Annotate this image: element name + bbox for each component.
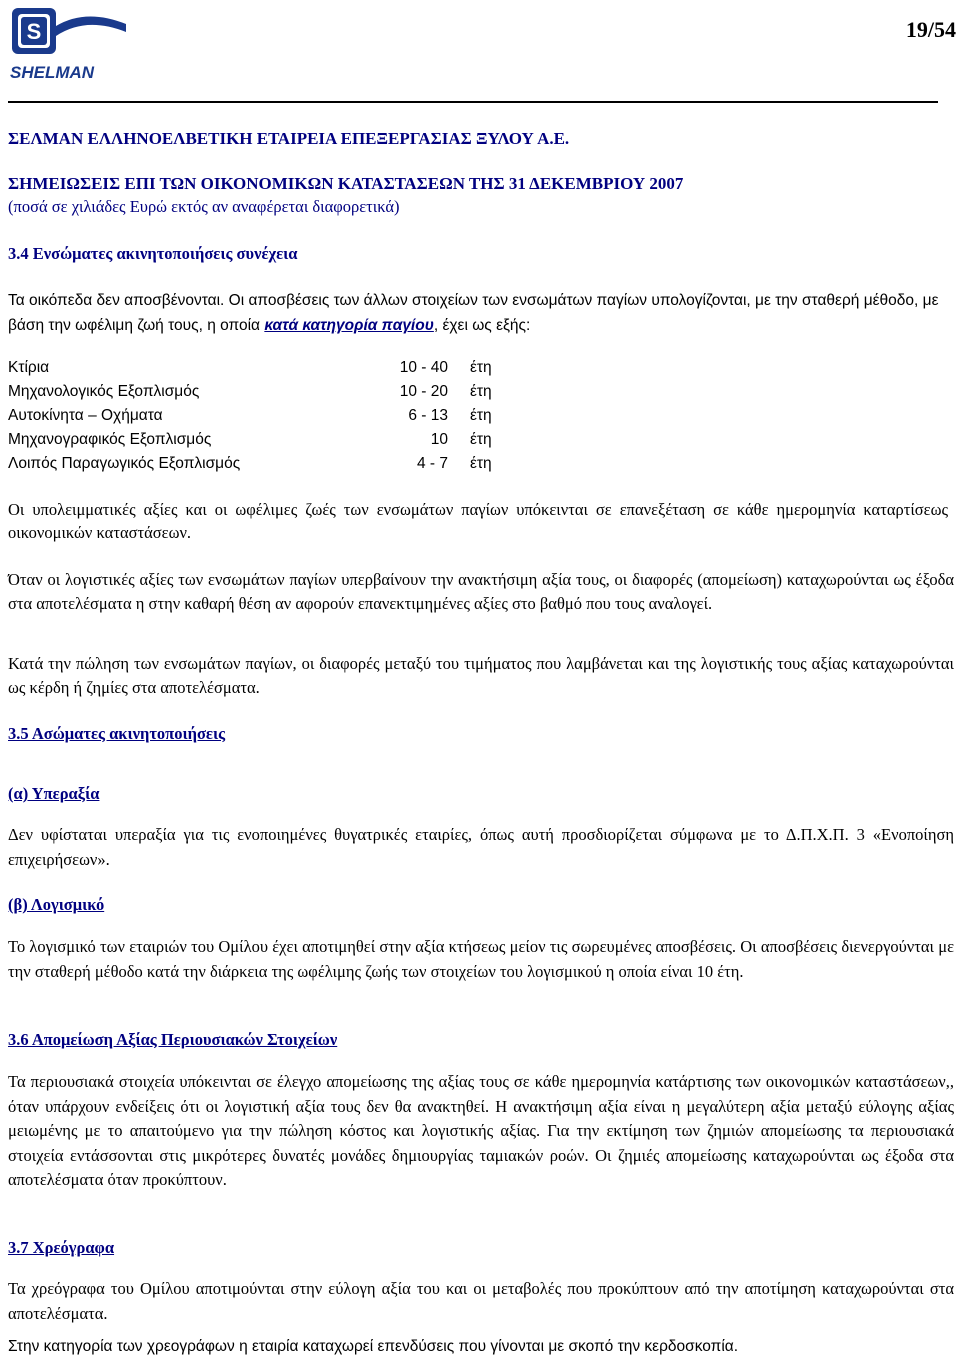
company-name: ΣΕΛΜΑΝ ΕΛΛΗΝΟΕΛΒΕΤΙΚΗ ΕΤΑΙΡΕΙΑ ΕΠΕΞΕΡΓΑΣΙΑΣ ΞΥΛΟΥ Α.Ε. [8, 129, 570, 148]
useful-life-unit: έτη [470, 455, 492, 472]
useful-life-row [8, 428, 508, 452]
asset-category: Μηχανολογικός Εξοπλισμός [8, 383, 200, 400]
impairment-paragraph: Όταν οι λογιστικές αξίες των ενσωμάτων παγίων υπερβαίνουν την ανακτήσιμη αξία τους, οι διαφορές (απομείωση) καταχωρούνται ως έξοδα στα αποτελέσματα η στην καθαρή θέση αν αφορούν επανεκτιμημένες αξίες στο βαθμό που τους αναλογεί. [8, 570, 954, 613]
useful-life-row [8, 452, 508, 476]
asset-category: Αυτοκίνητα – Οχήματα [8, 407, 163, 424]
useful-life-unit: έτη [470, 359, 492, 376]
useful-life-row [8, 380, 508, 404]
intro-text-2: , έχει ως εξής: [433, 317, 531, 334]
software-heading-text: (β) Λογισμικό [8, 895, 105, 914]
sale-paragraph: Κατά την πώληση των ενσωμάτων παγίων, οι διαφορές μεταξύ του τιμήματος που λαμβάνεται και της λογιστικής τους αξίας καταχωρούνται ως κέρδη ή ζημίες στα αποτελέσματα. [8, 654, 954, 697]
section-3-4-heading: 3.4 Ενσώματες ακινητοποιήσεις συνέχεια [8, 244, 298, 263]
section-3-6-heading-text: 3.6 Απομείωση Αξίας Περιουσιακών Στοιχείων [8, 1030, 338, 1049]
software-paragraph: Το λογισμικό των εταιριών του Ομίλου έχει αποτιμηθεί στην αξία κτήσεως μείον τις σωρευμένες αποσβέσεις. Οι αποσβέσεις διενεργούνται με την σταθερή μέθοδο κατά την διάρκεια της ωφέλιμης ζωής των στοιχείων του λογισμικού η οποία είναι 10 έτη. [8, 937, 954, 981]
section-3-5-heading-text: 3.5 Ασώματες ακινητοποιήσεις [8, 724, 226, 743]
goodwill-heading-text: (α) Υπεραξία [8, 784, 100, 803]
shelman-logo [6, 6, 134, 86]
impairment-assets-paragraph: Τα περιουσιακά στοιχεία υπόκεινται σε έλεγχο απομείωσης της αξίας τους σε κάθε ημερομηνία κατάρτισης των οικονομικών καταστάσεων,, όταν υπάρχουν ενδείξεις ότι οι λογιστική αξία τους δεν θα ανακτηθεί. Η ανακτήσιμη αξία είναι η μεγαλύτερη αξία μεταξύ εύλογης αξίας μειωμένης με το απαιτούμενο για την πώληση κόστος και λογιστικής αξίας. Για την εκτίμηση των ζημιών απομείωσης τα περιουσιακά στοιχεία εντάσσονται στις μικρότερες δυνατές μονάδες δημιουργίας ταμιακών ροών. Οι ζημιές απομείωσης καταχωρούνται ως έξοδα στα αποτελέσματα όταν προκύπτουν. [8, 1072, 954, 1189]
logo-badge: S [26, 19, 42, 44]
asset-category: Μηχανογραφικός Εξοπλισμός [8, 431, 212, 448]
asset-category: Λοιπός Παραγωγικός Εξοπλισμός [8, 455, 241, 472]
residual-values-paragraph: Οι υπολειμματικές αξίες και οι ωφέλιμες ζωές των ενσωμάτων παγίων υπόκεινται σε επανεξέταση σε κάθε ημερομηνία καταρτίσεως οικονομικών καταστάσεων. [8, 500, 948, 542]
useful-life-years: 10 - 40 [399, 359, 448, 376]
section-3-6-heading [8, 1028, 958, 1051]
section-3-7-heading-text: 3.7 Χρεόγραφα [8, 1238, 115, 1257]
notes-subtitle: (ποσά σε χιλιάδες Ευρώ εκτός αν αναφέρεται διαφορετικά) [8, 197, 400, 216]
useful-life-unit: έτη [470, 383, 492, 400]
intro-text-1: Τα οικόπεδα δεν αποσβένονται. Οι αποσβέσεις των άλλων στοιχείων των ενσωμάτων παγίων υπολογίζονται, με την σταθερή μέθοδο, με βάση την ωφέλιμη ζωή τους, η οποία [8, 292, 939, 334]
useful-life-years: 6 - 13 [408, 407, 448, 424]
useful-life-years: 10 [430, 431, 448, 448]
section-3-4-intro [8, 288, 956, 338]
useful-life-unit: έτη [470, 431, 492, 448]
useful-life-row [8, 404, 508, 428]
goodwill-paragraph: Δεν υφίσταται υπεραξία για τις ενοποιημένες θυγατρικές εταιρίες, όπως αυτή προσδιορίζεται σύμφωνα με το Δ.Π.Χ.Π. 3 «Ενοποίηση επιχειρήσεων». [8, 825, 954, 869]
asset-category: Κτίρια [8, 359, 50, 376]
notes-title: ΣΗΜΕΙΩΣΕΙΣ ΕΠΙ ΤΩΝ ΟΙΚΟΝΟΜΙΚΩΝ ΚΑΤΑΣΤΑΣΕΩΝ ΤΗΣ 31 ΔΕΚΕΜΒΡΙΟΥ 2007 [8, 174, 684, 193]
page-number: 19/54 [905, 17, 956, 42]
useful-life-unit: έτη [470, 407, 492, 424]
section-3-7-heading [8, 1236, 958, 1259]
useful-life-table [8, 356, 508, 476]
section-3-5-heading [8, 722, 958, 745]
useful-life-row [8, 356, 508, 380]
securities-paragraph: Τα χρεόγραφα του Ομίλου αποτιμούνται στην εύλογη αξία του και οι μεταβολές που προκύπτουν από την αποτίμηση καταχωρούνται στα αποτελέσματα. [8, 1279, 954, 1323]
software-heading [8, 893, 958, 916]
useful-life-years: 4 - 7 [416, 455, 448, 472]
intro-category-emphasis: κατά κατηγορία παγίου [264, 317, 434, 334]
logo-text: SHELMAN [10, 63, 95, 82]
useful-life-years: 10 - 20 [399, 383, 448, 400]
header-rule [8, 101, 938, 103]
goodwill-heading [8, 782, 958, 805]
securities-category-paragraph: Στην κατηγορία των χρεογράφων η εταιρία καταχωρεί επενδύσεις που γίνονται με σκοπό την κερδοσκοπία. [8, 1338, 739, 1355]
